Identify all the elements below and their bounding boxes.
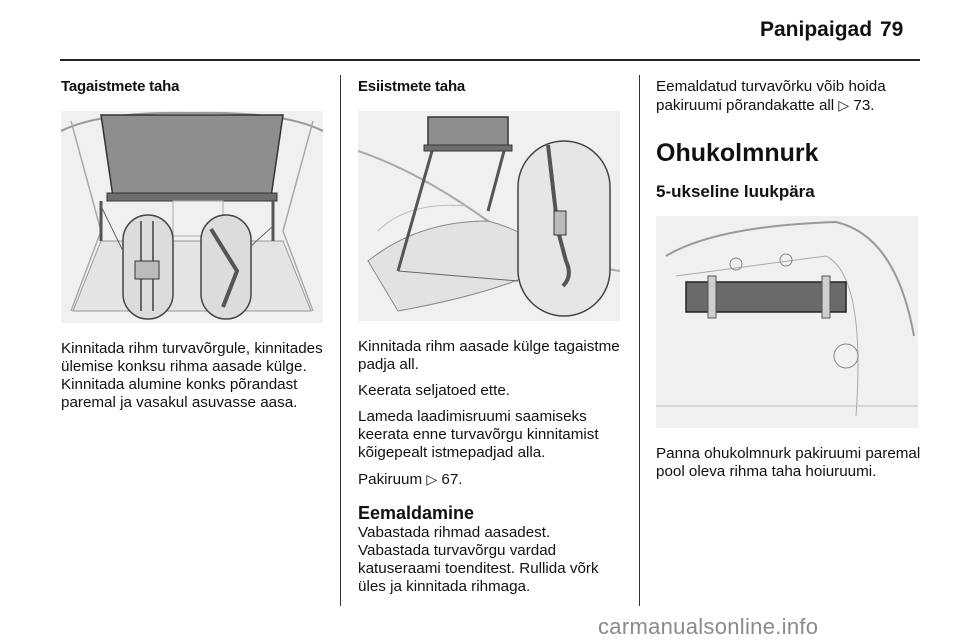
illustration-front-seat-net — [358, 111, 620, 321]
page-reference[interactable]: 67. — [441, 471, 463, 488]
body-paragraph: Kinnitada rihm aasade külge tagaistme padja all. — [358, 338, 620, 373]
section-heading: Ohukolmnurk — [656, 139, 819, 167]
section-subhead: Tagaistmete taha — [61, 78, 180, 95]
column-1 — [61, 78, 326, 420]
column-divider — [340, 75, 341, 606]
column-2 — [358, 78, 623, 604]
triangle-right-icon: ▷ — [426, 471, 438, 487]
body-paragraph: Lameda laadimisruumi saamiseks keerata enne turvavõrgu kinnitamist kõigepealt istmepadjad alla. — [358, 408, 599, 461]
body-paragraph: Kinnitada rihm turvavõrgule, kinnitades ülemise konksu rihma aasade külge. Kinnitada alumine konks põrandast paremal ja vasakul asuvasse aasa. — [61, 340, 323, 411]
header-title: Panipaigad — [760, 18, 873, 41]
body-paragraph: Keerata seljatoed ette. — [358, 382, 510, 399]
page-reference[interactable]: 73. — [853, 97, 875, 114]
body-text: Eemaldatud turvavõrku võib hoida pakiruumi põrandakatte all — [656, 78, 886, 114]
removal-heading: Eemaldamine — [358, 503, 475, 523]
illustration-warning-triangle — [656, 216, 918, 428]
body-paragraph: Panna ohukolmnurk pakiruumi paremal pool oleva rihma taha hoiuruumi. — [656, 445, 921, 480]
section-subhead: Esiistmete taha — [358, 78, 466, 95]
body-paragraph-with-xref — [656, 78, 921, 115]
triangle-right-icon: ▷ — [838, 97, 850, 113]
body-paragraph-with-xref — [358, 470, 623, 489]
body-text: Pakiruum — [358, 471, 427, 488]
column-3 — [656, 78, 921, 489]
body-paragraph: Vabastada rihmad aasadest. Vabastada turvavõrgu vardad katuseraami toenditest. Rullida võrk üles ja kinnitada rihmaga. — [358, 524, 599, 595]
section-subheading: 5-ukseline luukpära — [656, 182, 815, 201]
illustration-rear-seat-net — [61, 111, 323, 323]
header-rule — [60, 59, 920, 61]
watermark: carmanualsonline.info — [598, 614, 819, 639]
column-divider — [639, 75, 640, 606]
page-number: 79 — [880, 18, 904, 41]
